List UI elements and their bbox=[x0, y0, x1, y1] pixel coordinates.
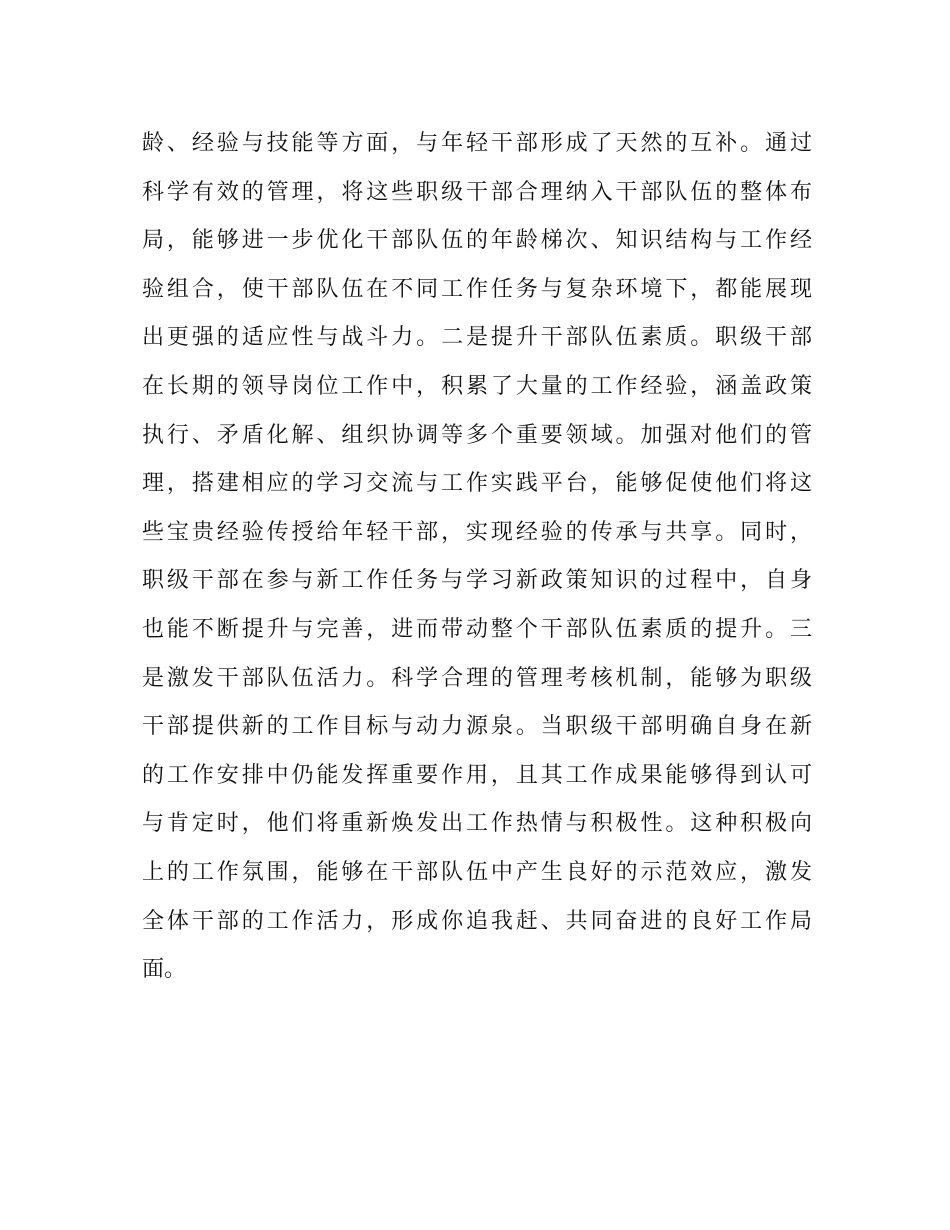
text-line: 干部提供新的工作目标与动力源泉。当职级干部明确自身在新 bbox=[142, 714, 812, 740]
text-line: 些宝贵经验传授给年轻干部，实现经验的传承与共享。同时， bbox=[142, 519, 812, 545]
text-line: 执行、矛盾化解、组织协调等多个重要领域。加强对他们的管 bbox=[142, 422, 812, 448]
text-line: 上的工作氛围，能够在干部队伍中产生良好的示范效应，激发 bbox=[142, 859, 812, 885]
text-line: 与肯定时，他们将重新焕发出工作热情与积极性。这种积极向 bbox=[142, 811, 812, 837]
text-line: 职级干部在参与新工作任务与学习新政策知识的过程中，自身 bbox=[142, 568, 812, 594]
text-line: 出更强的适应性与战斗力。二是提升干部队伍素质。职级干部 bbox=[142, 325, 812, 351]
text-line: 也能不断提升与完善，进而带动整个干部队伍素质的提升。三 bbox=[142, 616, 812, 642]
text-line: 的工作安排中仍能发挥重要作用，且其工作成果能够得到认可 bbox=[142, 762, 812, 788]
text-line: 局，能够进一步优化干部队伍的年龄梯次、知识结构与工作经 bbox=[142, 228, 812, 254]
text-line: 龄、经验与技能等方面，与年轻干部形成了天然的互补。通过 bbox=[142, 131, 812, 156]
text-line: 理，搭建相应的学习交流与工作实践平台，能够促使他们将这 bbox=[142, 471, 812, 497]
body-paragraph bbox=[142, 120, 812, 995]
text-line: 验组合，使干部队伍在不同工作任务与复杂环境下，都能展现 bbox=[142, 276, 812, 302]
text-line: 全体干部的工作活力，形成你追我赶、共同奋进的良好工作局 bbox=[142, 908, 812, 934]
text-line: 在长期的领导岗位工作中，积累了大量的工作经验，涵盖政策 bbox=[142, 373, 812, 399]
text-line-last: 面。 bbox=[142, 957, 187, 983]
text-line: 科学有效的管理，将这些职级干部合理纳入干部队伍的整体布 bbox=[142, 179, 812, 205]
text-line: 是激发干部队伍活力。科学合理的管理考核机制，能够为职级 bbox=[142, 665, 812, 691]
